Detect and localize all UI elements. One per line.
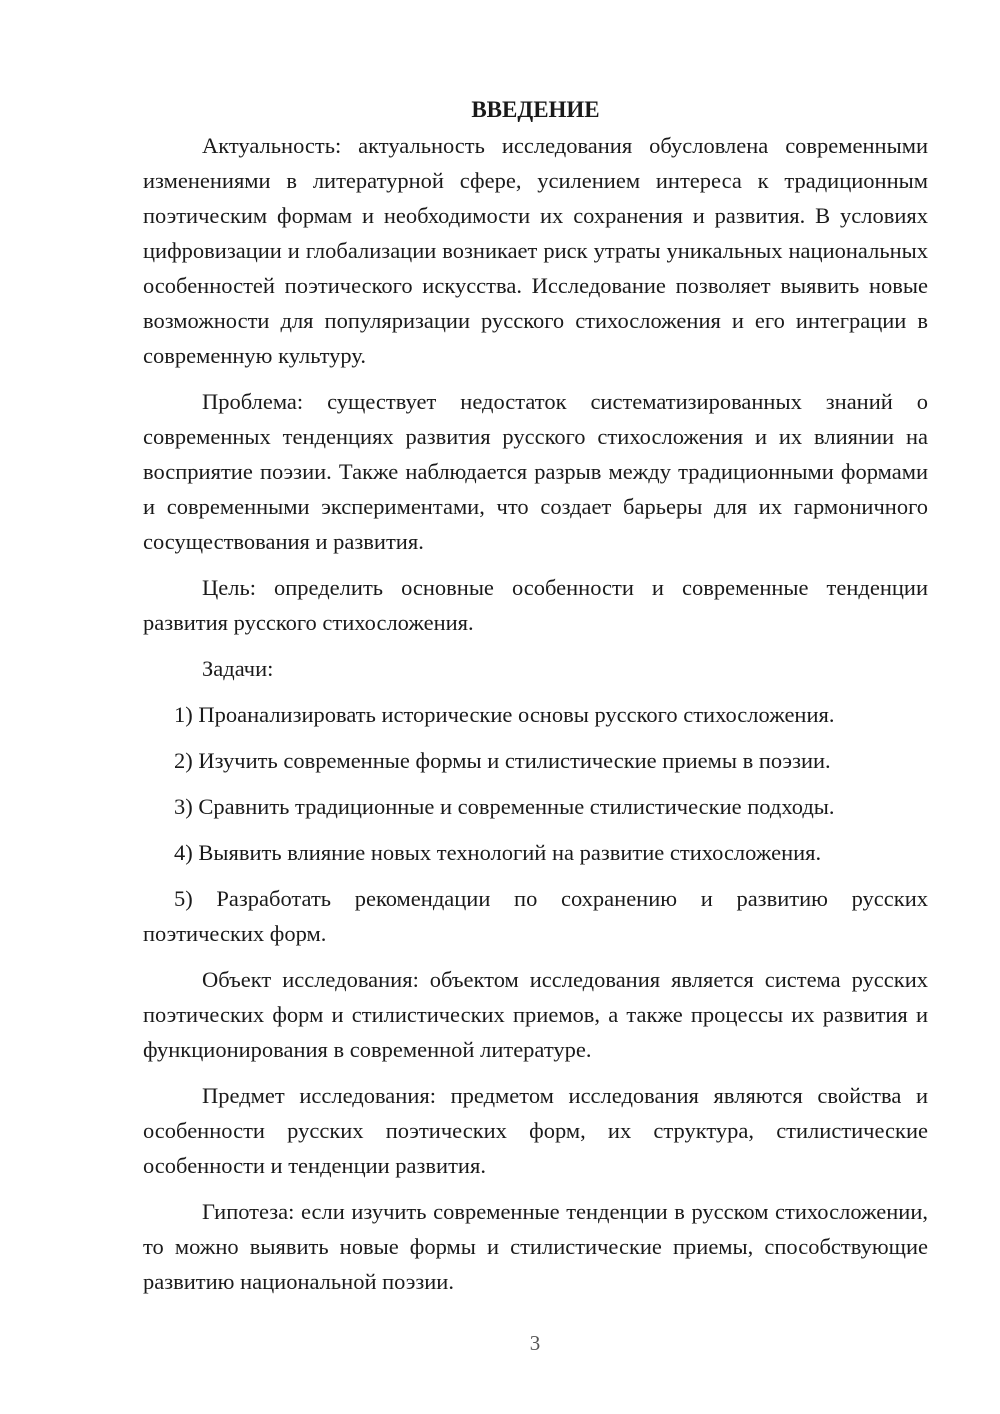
paragraph-hypothesis: Гипотеза: если изучить современные тенденции в русском стихосложении, то можно выявить новые формы и стилистические приемы, способствующие развитию национальной поэзии. [143, 1199, 928, 1294]
paragraph-object: Объект исследования: объектом исследования является система русских поэтических форм и стилистических приемов, а также процессы их развития и функционирования в современной литературе. [143, 967, 928, 1062]
paragraph-problem: Проблема: существует недостаток систематизированных знаний о современных тенденциях развития русского стихосложения и их влиянии на восприятие поэзии. Также наблюдается разрыв между традиционными формами и современными экспериментами, что создает барьеры для их гармоничного сосуществования и развития. [143, 389, 928, 554]
list-item: 5) Разработать рекомендации по сохранению и развитию русских поэтических форм. [143, 886, 928, 946]
list-item: 2) Изучить современные формы и стилистические приемы в поэзии. [174, 748, 831, 773]
list-item: 1) Проанализировать исторические основы русского стихосложения. [174, 702, 835, 727]
paragraph-relevance: Актуальность: актуальность исследования обусловлена современными изменениями в литературной сфере, усилением интереса к традиционным поэтическим формам и необходимости их сохранения и развития. В условиях цифровизации и глобализации возникает риск утраты уникальных национальных особенностей поэтического искусства. Исследование позволяет выявить новые возможности для популяризации русского стихосложения и его интеграции в современную культуру. [143, 133, 928, 368]
document-page [143, 92, 928, 1310]
tasks-list [143, 697, 928, 951]
paragraph-goal: Цель: определить основные особенности и современные тенденции развития русского стихосложения. [143, 575, 928, 635]
tasks-heading: Задачи: [202, 656, 274, 681]
list-item: 4) Выявить влияние новых технологий на развитие стихосложения. [174, 840, 822, 865]
list-item: 3) Сравнить традиционные и современные стилистические подходы. [174, 794, 835, 819]
page-title: ВВЕДЕНИЕ [471, 97, 600, 122]
page-number: 3 [529, 1331, 541, 1355]
paragraph-subject: Предмет исследования: предметом исследования являются свойства и особенности русских поэтических форм, их структура, стилистические особенности и тенденции развития. [143, 1083, 928, 1178]
